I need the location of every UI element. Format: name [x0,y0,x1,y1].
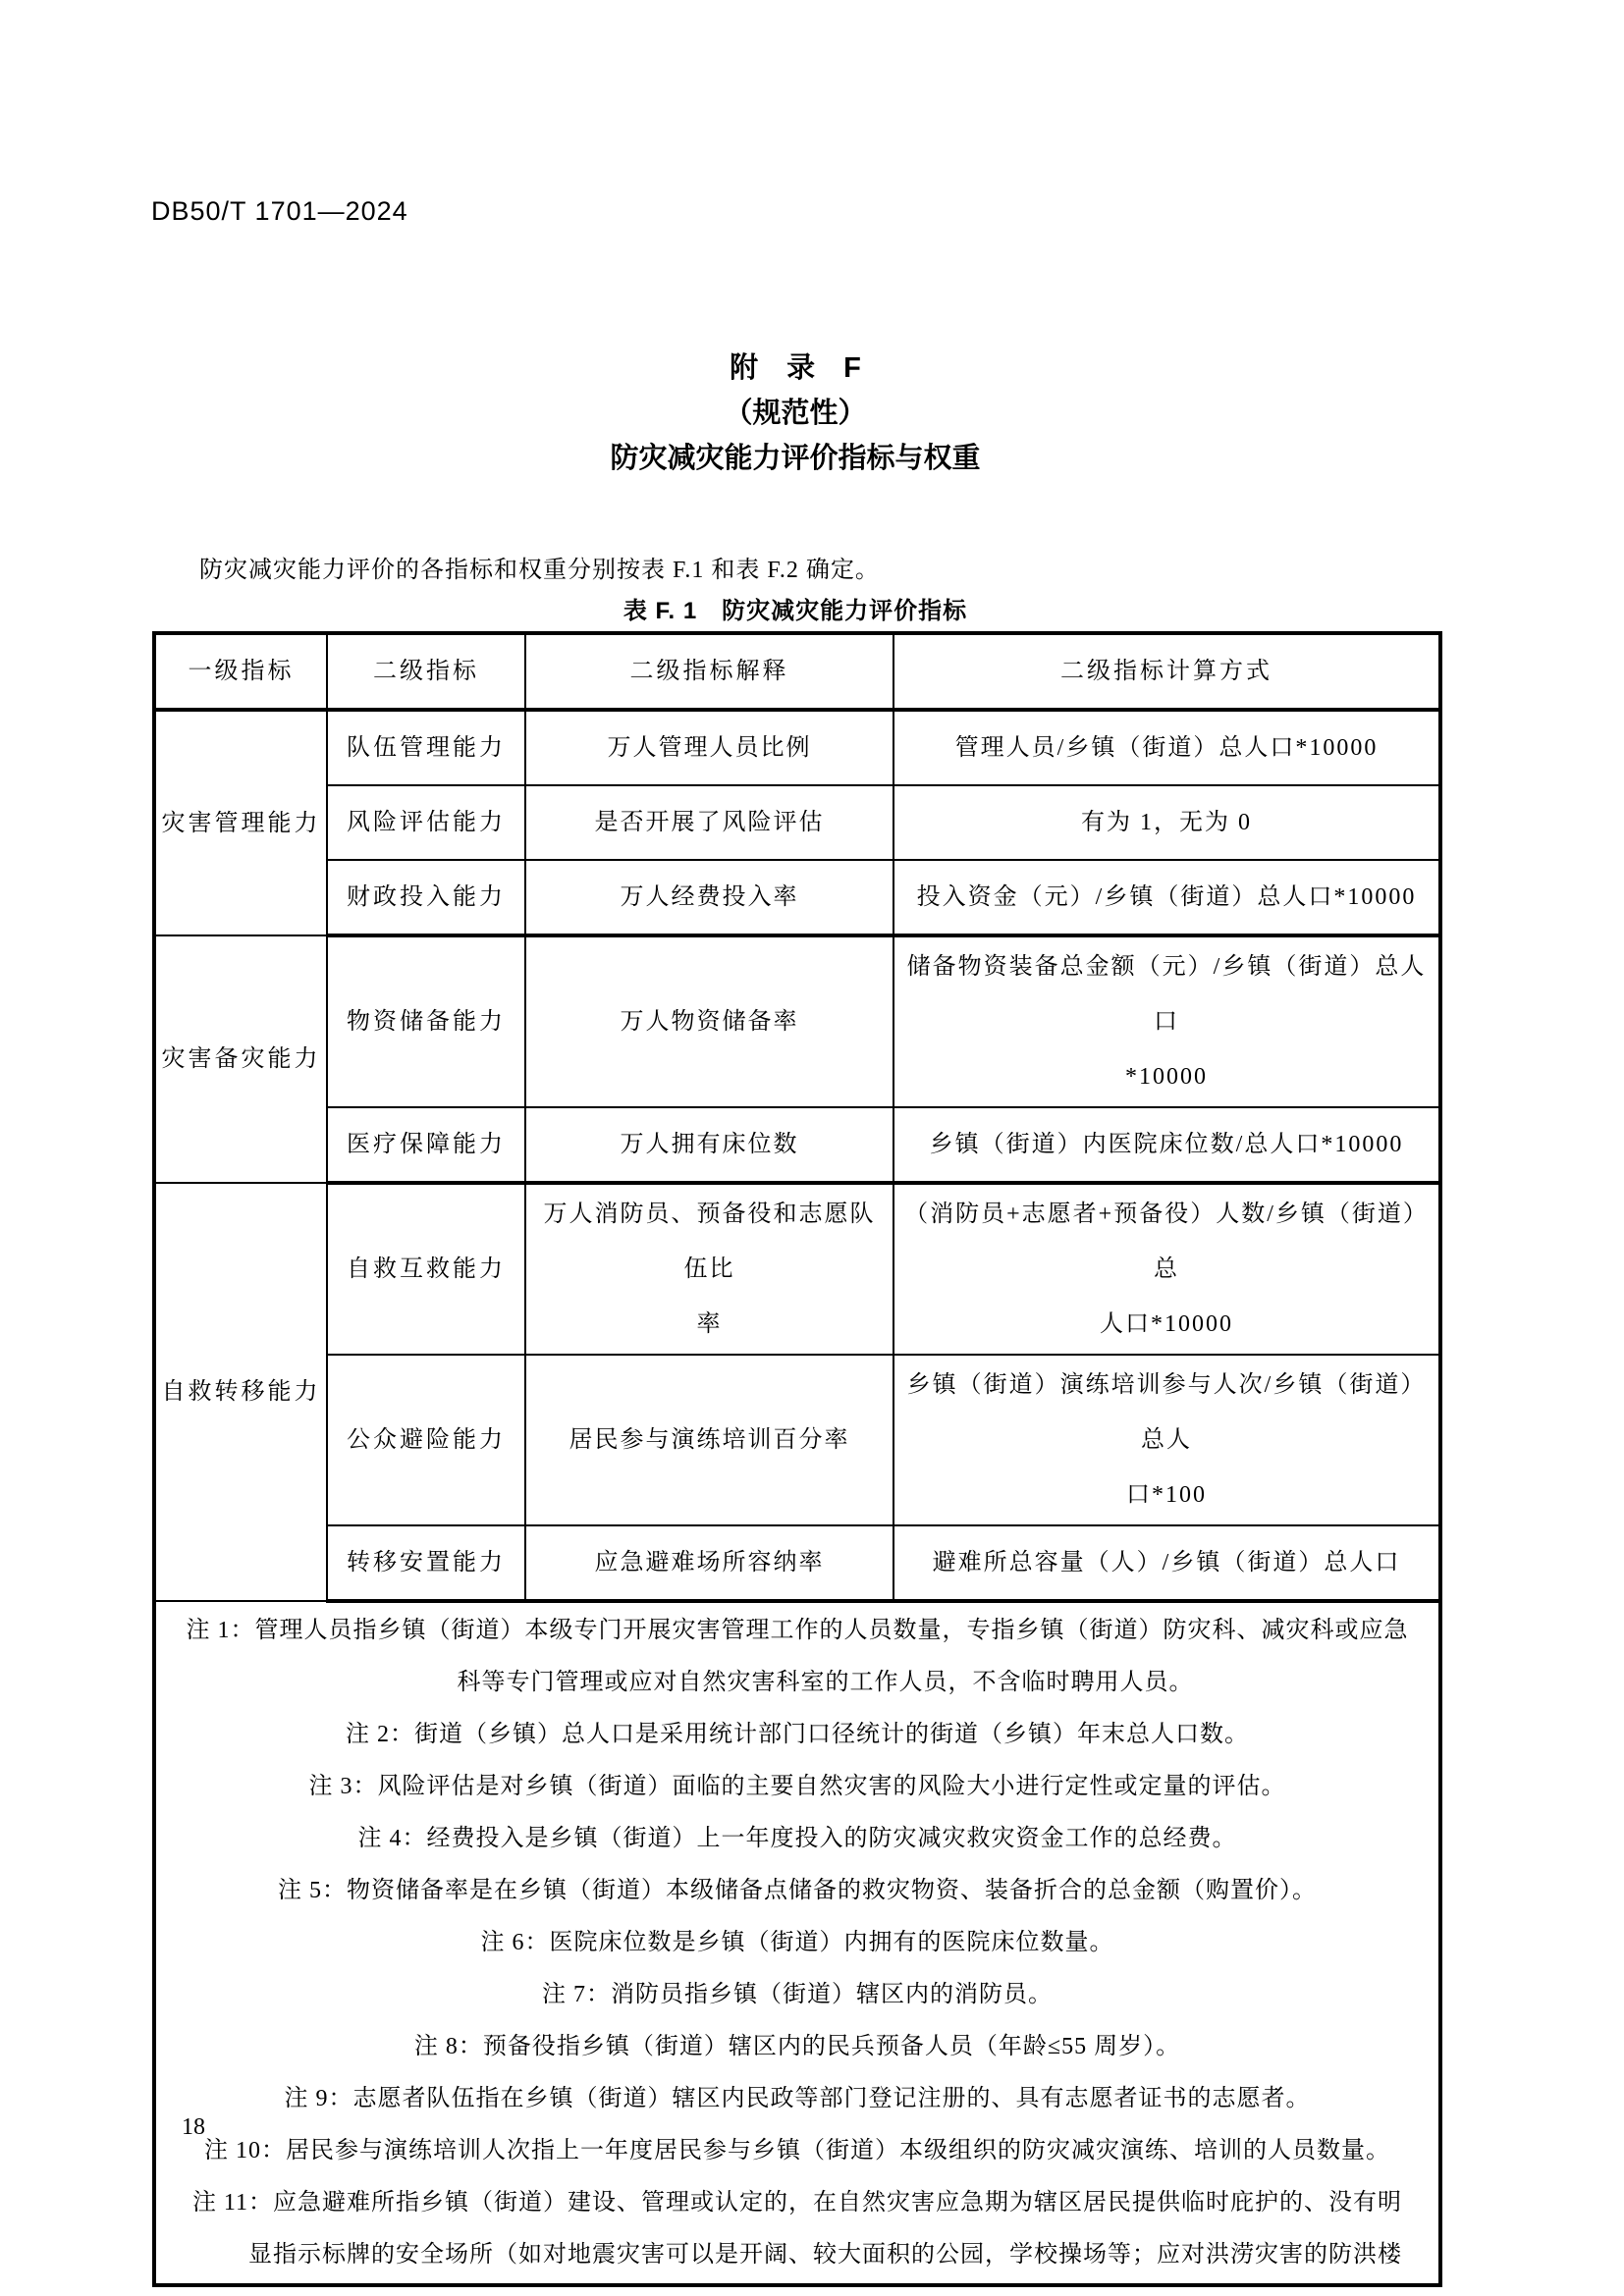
level2-cell: 公众避险能力 [327,1355,525,1525]
note-text: 街道（乡镇）总人口是采用统计部门口径统计的街道（乡镇）年末总人口数。 [414,1722,1249,1747]
note-text: 风险评估是对乡镇（街道）面临的主要自然灾害的风险大小进行定性或定量的评估。 [377,1774,1286,1799]
table-row [154,1107,1440,1183]
note-item [161,2073,1434,2125]
intro-paragraph: 防灾减灾能力评价的各指标和权重分别按表 F.1 和表 F.2 确定。 [199,558,880,583]
explain-cell: 居民参与演练培训百分率 [525,1355,893,1525]
formula-cell: 避难所总容量（人）/乡镇（街道）总人口 [893,1525,1440,1601]
level2-cell: 财政投入能力 [327,860,525,935]
note-label: 注 7： [542,1982,611,2007]
formula-cell: 投入资金（元）/乡镇（街道）总人口*10000 [893,860,1440,935]
appendix-title-block [152,346,1438,481]
note-label: 注 11： [191,2190,274,2216]
table-header-cell: 二级指标 [327,633,525,710]
level1-cell: 灾害管理能力 [154,710,327,935]
appendix-normative-label: （规范性） [724,398,867,429]
note-text: 经费投入是乡镇（街道）上一年度投入的防灾减灾救灾资金工作的总经费。 [426,1826,1237,1851]
note-label: 注 8： [413,2034,483,2059]
note-text: 管理人员指乡镇（街道）本级专门开展灾害管理工作的人员数量，专指乡镇（街道）防灾科、减灾科或应急 科等专门管理或应对自然灾害科室的工作人员，不含临时聘用人员。 [254,1618,1409,1695]
formula-cell: 储备物资装备总金额（元）/乡镇（街道）总人口 *10000 [893,935,1440,1107]
note-text: 志愿者队伍指在乡镇（街道）辖区内民政等部门登记注册的、具有志愿者证书的志愿者。 [352,2086,1311,2111]
level2-cell: 风险评估能力 [327,785,525,860]
table-header-cell: 二级指标解释 [525,633,893,710]
table-row [154,1525,1440,1601]
level2-cell: 转移安置能力 [327,1525,525,1601]
note-item [161,1709,1434,1761]
table-header-row [154,633,1440,710]
table-header-cell: 一级指标 [154,633,327,710]
table-header-cell: 二级指标计算方式 [893,633,1440,710]
table-row [154,860,1440,935]
note-label: 注 5： [278,1878,347,1903]
note-item [161,2177,1434,2281]
formula-cell: 管理人员/乡镇（街道）总人口*10000 [893,710,1440,785]
formula-cell: （消防员+志愿者+预备役）人数/乡镇（街道）总 人口*10000 [893,1183,1440,1355]
note-text: 预备役指乡镇（街道）辖区内的民兵预备人员（年龄≤55 周岁）。 [482,2034,1181,2059]
note-item [161,1813,1434,1865]
table-row [154,935,1440,1107]
page-number: 18 [182,2114,205,2140]
notes-cell [154,1601,1440,2285]
note-label: 注 2： [346,1722,414,1747]
appendix-heading: 防灾减灾能力评价指标与权重 [610,443,981,474]
explain-cell: 万人经费投入率 [525,860,893,935]
level2-cell: 自救互救能力 [327,1183,525,1355]
note-text: 居民参与演练培训人次指上一年度居民参与乡镇（街道）本级组织的防灾减灾演练、培训的人员数量。 [286,2138,1390,2163]
level2-cell: 物资储备能力 [327,935,525,1107]
explain-cell: 万人消防员、预备役和志愿队伍比 率 [525,1183,893,1355]
table-row [154,1183,1440,1355]
note-label: 注 4： [357,1826,427,1851]
note-item [161,2125,1434,2177]
formula-cell: 有为 1，无为 0 [893,785,1440,860]
note-label: 注 3： [308,1774,378,1799]
note-text: 物资储备率是在乡镇（街道）本级储备点储备的救灾物资、装备折合的总金额（购置价）。 [347,1878,1317,1903]
indicator-table [152,631,1442,2287]
note-item [161,1969,1434,2021]
note-text: 应急避难所指乡镇（街道）建设、管理或认定的，在自然灾害应急期为辖区居民提供临时庇护的、没有明 显指示标牌的安全场所（如对地震灾害可以是开阔、较大面积的公园，学校操场等；应对洪涝灾害的防洪楼 [248,2190,1403,2268]
table-row [154,1355,1440,1525]
explain-cell: 万人物资储备率 [525,935,893,1107]
note-label: 注 9： [284,2086,353,2111]
level2-cell: 队伍管理能力 [327,710,525,785]
note-text: 医院床位数是乡镇（街道）内拥有的医院床位数量。 [549,1930,1114,1955]
note-item [161,1605,1434,1709]
note-label: 注 10： [204,2138,286,2163]
level2-cell: 医疗保障能力 [327,1107,525,1183]
explain-cell: 万人管理人员比例 [525,710,893,785]
note-text: 消防员指乡镇（街道）辖区内的消防员。 [611,1982,1053,2007]
explain-cell: 万人拥有床位数 [525,1107,893,1183]
note-label: 注 1： [186,1618,255,1643]
note-label: 注 6： [480,1930,550,1955]
appendix-title: 附 录 F [730,352,861,384]
level1-cell: 灾害备灾能力 [154,935,327,1183]
doc-code: DB50/T 1701—2024 [151,196,408,226]
note-item [161,1865,1434,1917]
note-item [161,1761,1434,1813]
explain-cell: 应急避难场所容纳率 [525,1525,893,1601]
note-item [161,2021,1434,2073]
formula-cell: 乡镇（街道）内医院床位数/总人口*10000 [893,1107,1440,1183]
table-row [154,785,1440,860]
formula-cell: 乡镇（街道）演练培训参与人次/乡镇（街道）总人 口*100 [893,1355,1440,1525]
explain-cell: 是否开展了风险评估 [525,785,893,860]
level1-cell: 自救转移能力 [154,1183,327,1601]
note-item [161,1917,1434,1969]
table-row [154,710,1440,785]
table-caption: 表 F. 1 防灾减灾能力评价指标 [623,598,968,624]
notes-row [154,1601,1440,2285]
